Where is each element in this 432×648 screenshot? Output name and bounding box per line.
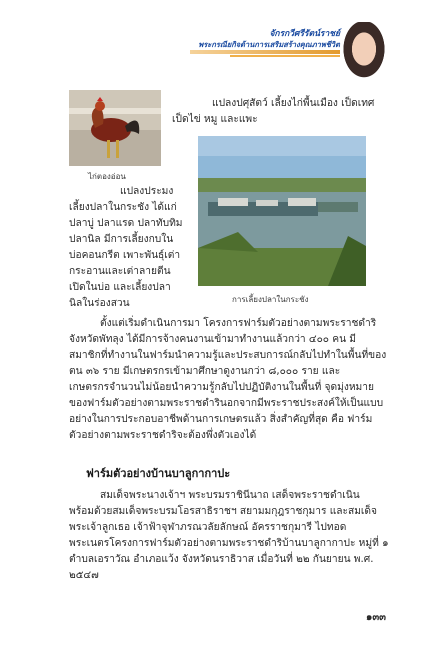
body-line: พระเจ้าลูกเธอ เจ้าฟ้าจุฬาภรณวลัยลักษณ์ อัครราชกุมารี ไปทอด [69, 522, 347, 533]
rooster-photo [69, 90, 161, 166]
body-line: ตัวอย่างตามพระราชดำริจะต้องพึ่งตัวเองได้ [69, 430, 257, 441]
section-heading: ฟาร์มตัวอย่างบ้านบาลูกากาปะ [86, 467, 231, 480]
body-line: ปลานิล มีการเลี้ยงกบใน [69, 234, 174, 245]
header-title: จักรกวีศรีรัตน์ราชย์ [269, 29, 340, 39]
body-line: นิลในร่องสวน [69, 298, 130, 309]
queen-portrait [340, 22, 388, 82]
body-line: พร้อมด้วยสมเด็จพระบรมโอรสาธิราชฯ สยามมกุฎราชกุมาร และสมเด็จ [69, 506, 377, 517]
header-subtitle: พระกรณียกิจด้านการเสริมสร้างคุณภาพชีวิต [198, 40, 340, 49]
body-line: เป็ดไข่ หมู และแพะ [172, 114, 258, 125]
rooster-illustration [69, 90, 161, 166]
page-number: ๑๓๓ [365, 612, 386, 623]
body-line: ๒๕๔๗ [69, 570, 99, 581]
rooster-caption: ไก่ตองอ่อน [88, 172, 126, 181]
fish-cage-caption: การเลี้ยงปลาในกระชัง [232, 295, 309, 304]
body-line: ตั้งแต่เริ่มดำเนินการมา โครงการฟาร์มตัวอย่างตามพระราชดำริ [100, 318, 377, 329]
header-rule-accent [230, 55, 340, 57]
header-rule [190, 50, 340, 54]
body-line: ของฟาร์มตัวอย่างตามพระราชดำรินอกจากมีพระราชประสงค์ให้เป็นแบบ [69, 398, 384, 409]
body-line: ปลาบู่ ปลาแรด ปลาทับทิม [69, 218, 183, 229]
body-line: แปลงประมง [120, 186, 174, 197]
body-line: ตน ๓๖ ราย มีเกษตรกรเข้ามาศึกษาดูงานกว่า ๘,๐๐๐ ราย และ [69, 366, 341, 377]
body-line: เกษตรกรจำนวนไม่น้อยนำความรู้กลับไปปฏิบัติงานในพื้นที่ จุดมุ่งหมาย [69, 382, 374, 393]
body-line: กระอานและเต่าลายตีน [69, 266, 171, 277]
body-line: ตำบลเอราวัณ อำเภอแว้ง จังหวัดนราธิวาส เมื่อวันที่ ๒๒ กันยายน พ.ศ. [69, 554, 374, 565]
fish-cage-illustration [198, 136, 366, 286]
body-line: สมาชิกที่ทำงานในฟาร์มนำความรู้และประสบการณ์กลับไปทำในพื้นที่ของ [69, 350, 387, 361]
body-line: เปิดในบ่อ และเลี้ยงปลา [69, 282, 171, 293]
body-line: แปลงปศุสัตว์ เลี้ยงไก่พื้นเมือง เป็ดเทศ [212, 98, 375, 109]
body-line: บ่อคอนกรีต เพาะพันธุ์เต่า [69, 250, 181, 261]
fish-cage-photo [198, 136, 366, 286]
body-line: จังหวัดพัทลุง ได้มีการจ้างคนงานเข้ามาทำงานแล้วกว่า ๔๐๐ คน มี [69, 334, 356, 345]
body-line: อย่างในการประกอบอาชีพด้านการเกษตรแล้ว สิ่งสำคัญที่สุด คือ ฟาร์ม [69, 414, 373, 425]
body-line: เลี้ยงปลาในกระชัง ได้แก่ [69, 202, 177, 213]
body-line: พระเนตรโครงการฟาร์มตัวอย่างตามพระราชดำริบ้านบาลูกากาปะ หมู่ที่ ๑ [69, 538, 389, 549]
body-line: สมเด็จพระนางเจ้าฯ พระบรมราชินีนาถ เสด็จพระราชดำเนิน [100, 490, 360, 501]
